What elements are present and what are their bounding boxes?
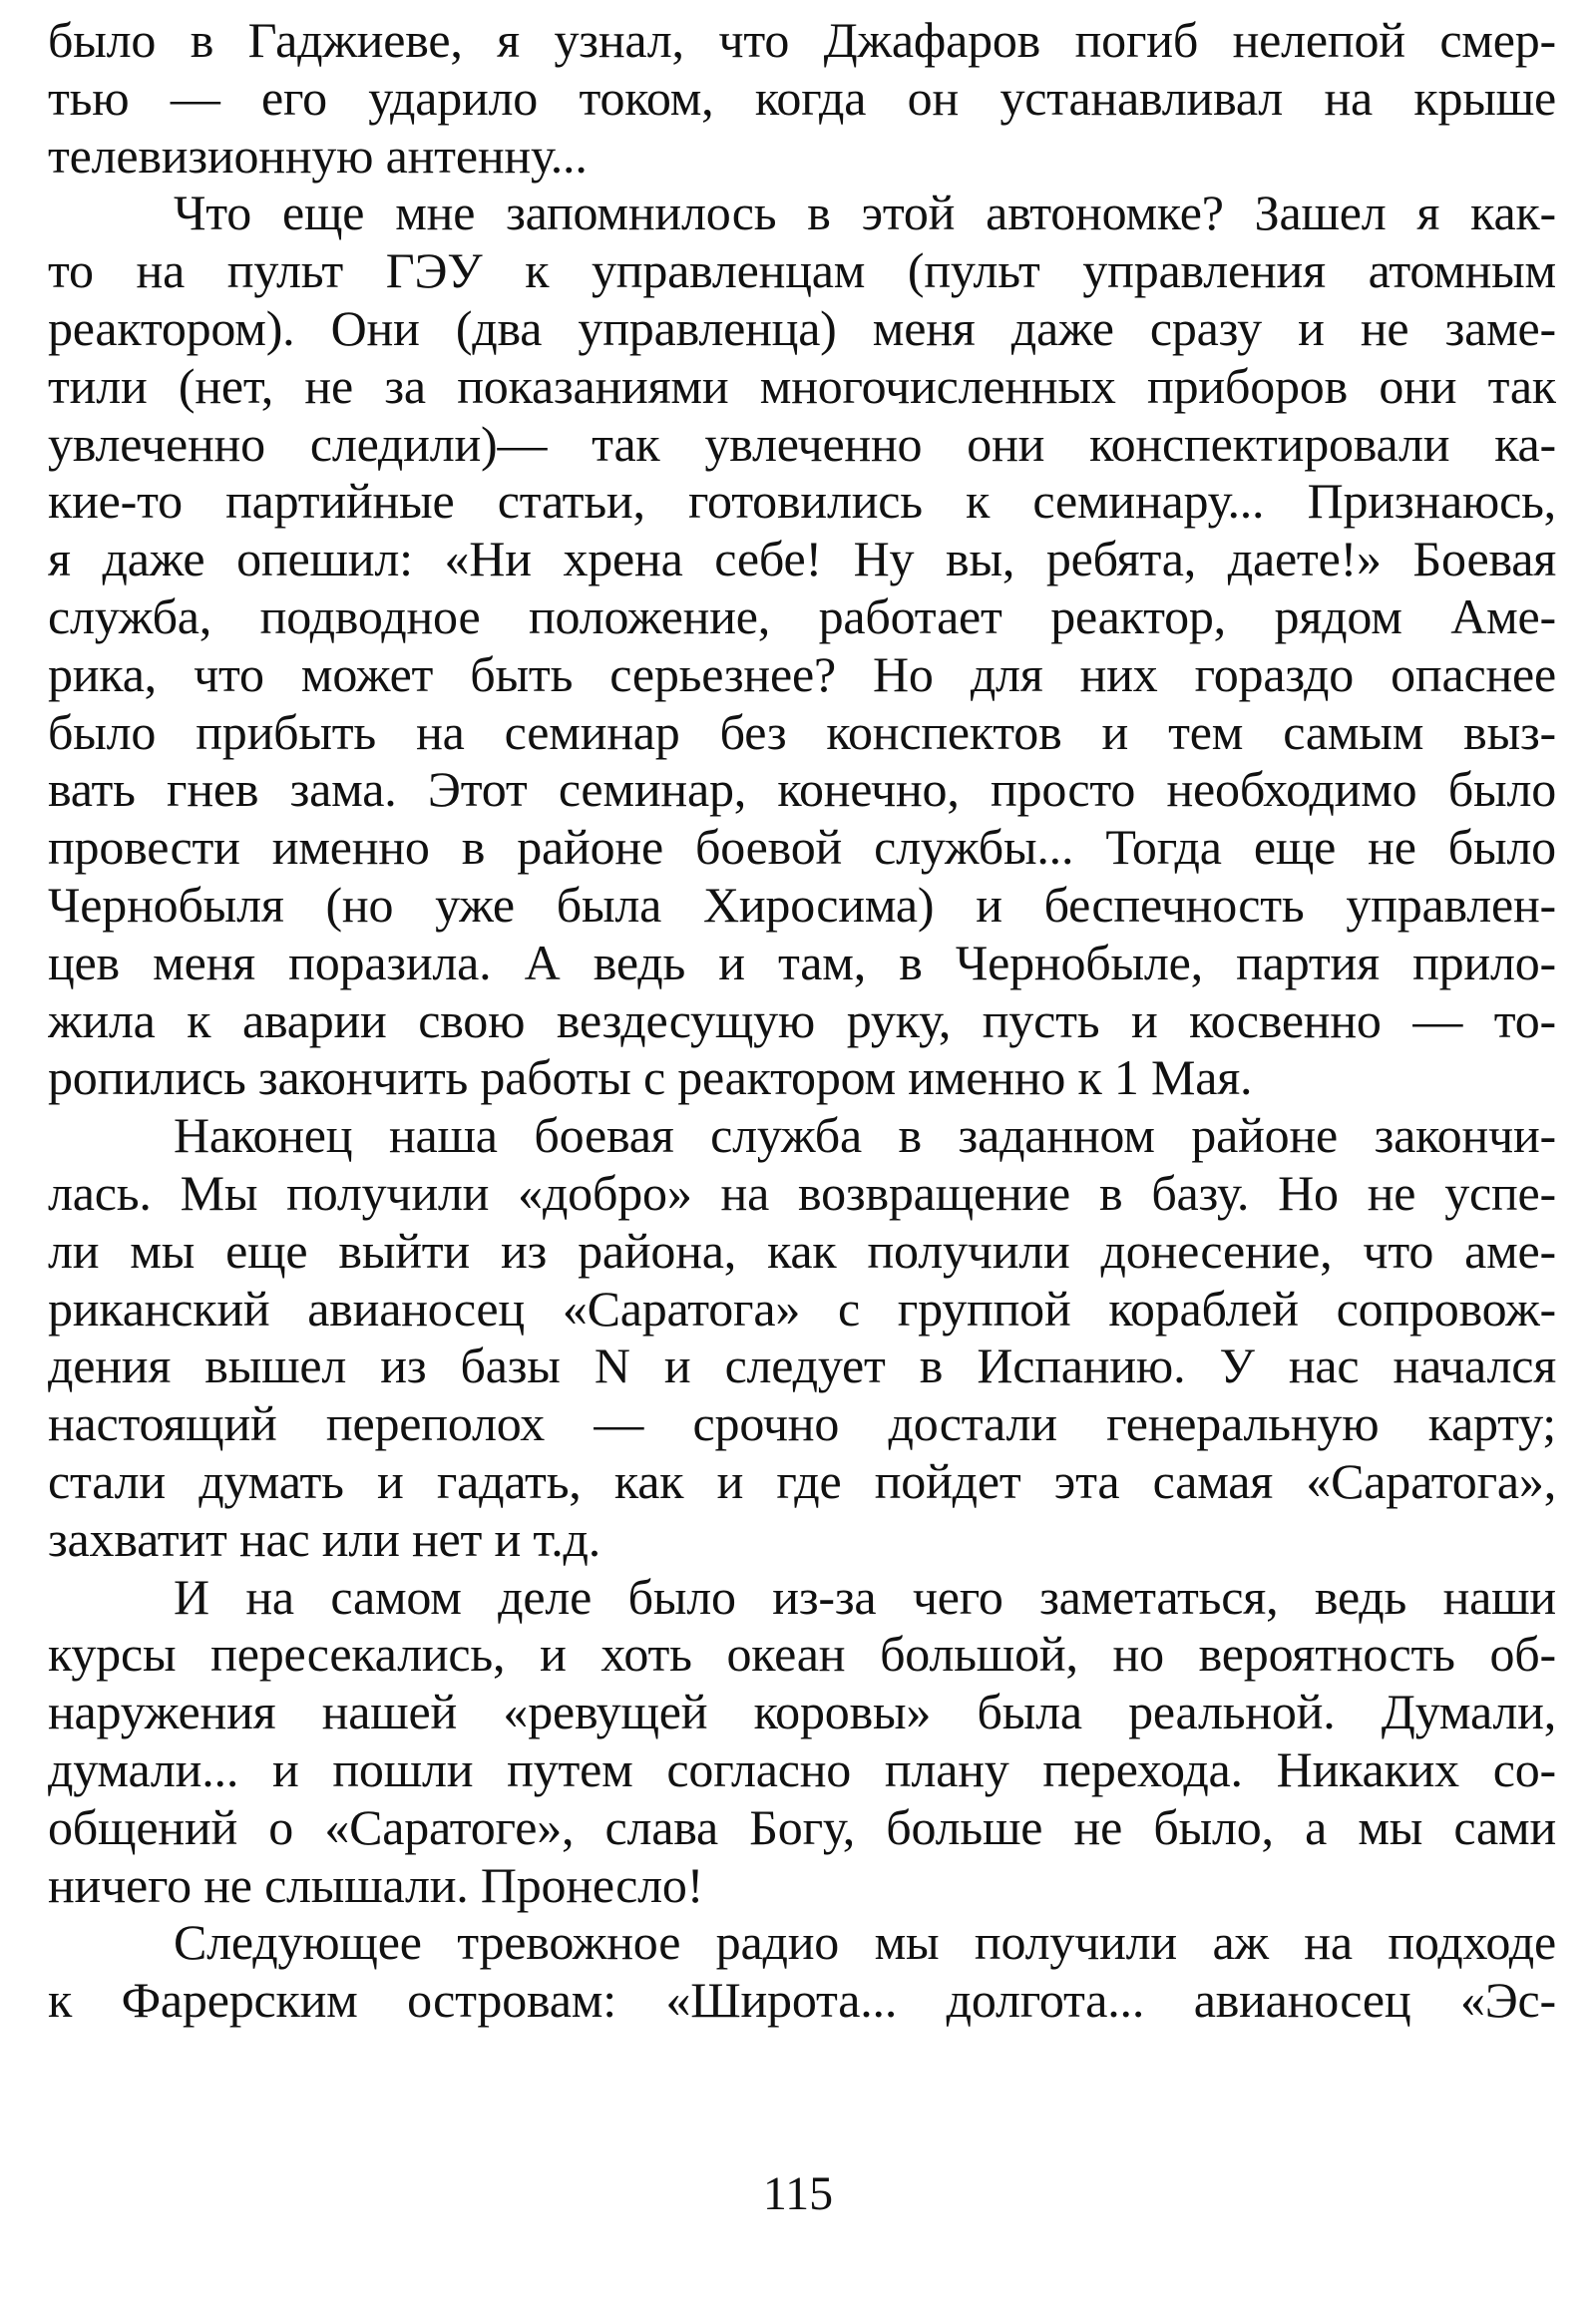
- text-line: ропились закончить работы с реактором именно к 1 Мая.: [48, 1049, 1253, 1106]
- book-page-text: [48, 12, 1556, 2030]
- text-line: тили (нет, не за показаниями многочисленных приборов они так: [48, 357, 1556, 414]
- text-line: служба, подводное положение, работает реактор, рядом Аме-: [48, 587, 1556, 644]
- text-line: курсы пересекались, и хоть океан большой, но вероятность об-: [48, 1626, 1556, 1683]
- text-line: к Фарерским островам: «Широта... долгота... авианосец «Эс-: [48, 1972, 1556, 2029]
- text-line: ничего не слышали. Пронесло!: [48, 1856, 704, 1913]
- text-line: было в Гаджиеве, я узнал, что Джафаров погиб нелепой смер-: [48, 12, 1556, 68]
- text-line: лась. Мы получили «добро» на возвращение в базу. Но не успе-: [48, 1164, 1556, 1221]
- text-line: тью — его ударило током, когда он устанавливал на крыше: [48, 69, 1556, 126]
- page-number: 115: [762, 2167, 834, 2220]
- text-line: увлеченно следили)— так увлеченно они конспектировали ка-: [48, 415, 1556, 472]
- text-line: И на самом деле было из-за чего заметаться, ведь наши: [174, 1568, 1556, 1625]
- text-line: захватит нас или нет и т.д.: [48, 1510, 601, 1567]
- text-line: общений о «Саратоге», слава Богу, больше не было, а мы сами: [48, 1798, 1556, 1855]
- text-line: настоящий переполох — срочно достали генеральную карту;: [48, 1395, 1556, 1452]
- text-line: Чернобыля (но уже была Хиросима) и беспечность управлен-: [48, 876, 1556, 933]
- text-line: думали... и пошли путем согласно плану перехода. Никаких со-: [48, 1740, 1556, 1797]
- text-line: было прибыть на семинар без конспектов и тем самым выз-: [48, 703, 1556, 760]
- text-line: я даже опешил: «Ни хрена себе! Ну вы, ребята, даете!» Боевая: [48, 531, 1556, 587]
- text-line: жила к аварии свою вездесущую руку, пусть и косвенно — то-: [48, 991, 1556, 1048]
- text-line: Наконец наша боевая служба в заданном районе закончи-: [174, 1107, 1556, 1164]
- text-line: Следующее тревожное радио мы получили аж на подходе: [174, 1914, 1556, 1971]
- text-line: дения вышел из базы N и следует в Испанию. У нас начался: [48, 1338, 1556, 1394]
- text-line: то на пульт ГЭУ к управленцам (пульт управления атомным: [48, 242, 1556, 299]
- text-line: провести именно в районе боевой службы... Тогда еще не было: [48, 819, 1556, 876]
- text-line: Что еще мне запомнилось в этой автономке? Зашел я как-: [174, 185, 1556, 241]
- text-line: риканский авианосец «Саратога» с группой кораблей сопровож-: [48, 1280, 1556, 1337]
- text-line: вать гнев зама. Этот семинар, конечно, просто необходимо было: [48, 761, 1556, 818]
- text-line: ли мы еще выйти из района, как получили донесение, что аме-: [48, 1222, 1556, 1279]
- text-line: цев меня поразила. А ведь и там, в Чернобыле, партия прило-: [48, 934, 1556, 990]
- text-line: кие-то партийные статьи, готовились к семинару... Признаюсь,: [48, 473, 1556, 530]
- text-line: наружения нашей «ревущей коровы» была реальной. Думали,: [48, 1684, 1556, 1740]
- text-line: рика, что может быть серьезнее? Но для них гораздо опаснее: [48, 645, 1556, 702]
- text-line: телевизионную антенну...: [48, 127, 588, 184]
- text-line: стали думать и гадать, как и где пойдет эта самая «Саратога»,: [48, 1452, 1556, 1509]
- text-line: реактором). Они (два управленца) меня даже сразу и не заме-: [48, 299, 1556, 356]
